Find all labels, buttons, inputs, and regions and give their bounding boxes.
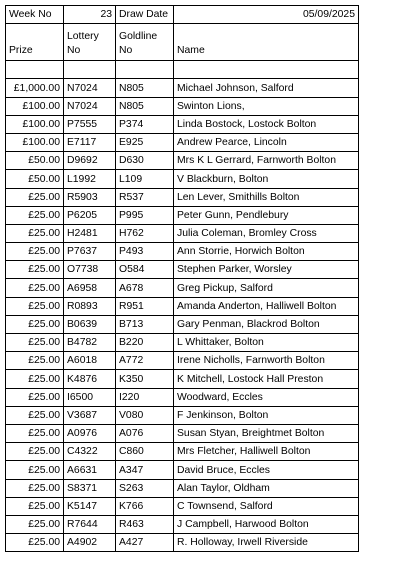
lottery-number-cell: A4902: [64, 534, 116, 552]
prize-cell: £25.00: [6, 315, 64, 333]
lottery-number-cell: O7738: [64, 261, 116, 279]
winner-name-cell: V Blackburn, Bolton: [174, 170, 359, 188]
week-value: 23: [64, 6, 116, 24]
week-label: Week No: [6, 6, 64, 24]
prize-cell: £25.00: [6, 206, 64, 224]
table-row: [6, 115, 359, 133]
lottery-number-cell: A6631: [64, 461, 116, 479]
lottery-number-cell: A6958: [64, 279, 116, 297]
header-row-columns: [6, 24, 359, 61]
winner-name-cell: Alan Taylor, Oldham: [174, 479, 359, 497]
prize-cell: £100.00: [6, 97, 64, 115]
winner-name-cell: Michael Johnson, Salford: [174, 79, 359, 97]
table-row: [6, 352, 359, 370]
goldline-number-cell: C860: [116, 443, 174, 461]
goldline-number-cell: B220: [116, 334, 174, 352]
table-row: [6, 443, 359, 461]
prize-cell: £25.00: [6, 443, 64, 461]
prize-cell: £25.00: [6, 497, 64, 515]
winner-name-cell: Mrs K L Gerrard, Farnworth Bolton: [174, 152, 359, 170]
winner-name-cell: Gary Penman, Blackrod Bolton: [174, 315, 359, 333]
winner-name-cell: Len Lever, Smithills Bolton: [174, 188, 359, 206]
lottery-number-cell: K4876: [64, 370, 116, 388]
prize-cell: £25.00: [6, 388, 64, 406]
lottery-number-cell: S8371: [64, 479, 116, 497]
goldline-number-cell: P374: [116, 115, 174, 133]
winner-name-cell: Amanda Anderton, Halliwell Bolton: [174, 297, 359, 315]
table-row: [6, 188, 359, 206]
lottery-number-cell: V3687: [64, 406, 116, 424]
winner-name-cell: Peter Gunn, Pendlebury: [174, 206, 359, 224]
table-row: [6, 261, 359, 279]
goldline-number-cell: L109: [116, 170, 174, 188]
winner-name-cell: Mrs Fletcher, Halliwell Bolton: [174, 443, 359, 461]
prize-cell: £25.00: [6, 461, 64, 479]
goldline-number-cell: E925: [116, 133, 174, 151]
prize-cell: £25.00: [6, 224, 64, 242]
lottery-number-cell: N7024: [64, 79, 116, 97]
table-row: [6, 243, 359, 261]
prize-cell: £25.00: [6, 424, 64, 442]
lottery-number-cell: B0639: [64, 315, 116, 333]
goldline-number-cell: A772: [116, 352, 174, 370]
goldline-number-cell: O584: [116, 261, 174, 279]
winner-name-cell: Linda Bostock, Lostock Bolton: [174, 115, 359, 133]
table-row: [6, 497, 359, 515]
column-header-name: Name: [174, 24, 359, 61]
prize-cell: £25.00: [6, 261, 64, 279]
prize-cell: £25.00: [6, 188, 64, 206]
goldline-number-cell: P493: [116, 243, 174, 261]
prize-cell: £100.00: [6, 115, 64, 133]
winner-name-cell: Andrew Pearce, Lincoln: [174, 133, 359, 151]
prize-cell: £50.00: [6, 170, 64, 188]
prize-cell: £25.00: [6, 297, 64, 315]
table-row: [6, 79, 359, 97]
winner-name-cell: Greg Pickup, Salford: [174, 279, 359, 297]
lottery-number-cell: H2481: [64, 224, 116, 242]
lottery-number-cell: C4322: [64, 443, 116, 461]
prize-cell: £25.00: [6, 279, 64, 297]
goldline-number-cell: S263: [116, 479, 174, 497]
lottery-number-cell: I6500: [64, 388, 116, 406]
goldline-number-cell: H762: [116, 224, 174, 242]
table-row: [6, 461, 359, 479]
table-row: [6, 315, 359, 333]
lottery-number-cell: P6205: [64, 206, 116, 224]
goldline-number-cell: I220: [116, 388, 174, 406]
table-row: [6, 479, 359, 497]
draw-date-value: 05/09/2025: [174, 6, 359, 24]
lottery-number-cell: N7024: [64, 97, 116, 115]
goldline-number-cell: D630: [116, 152, 174, 170]
lottery-number-cell: A6018: [64, 352, 116, 370]
table-row: [6, 152, 359, 170]
blank-row: [6, 61, 359, 79]
goldline-number-cell: R951: [116, 297, 174, 315]
goldline-number-cell: K350: [116, 370, 174, 388]
table-row: [6, 334, 359, 352]
prize-cell: £25.00: [6, 406, 64, 424]
goldline-number-cell: P995: [116, 206, 174, 224]
table-row: [6, 515, 359, 533]
column-header-lottery: Lottery No: [64, 24, 116, 61]
goldline-number-cell: R537: [116, 188, 174, 206]
header-row-week: [6, 6, 359, 24]
table-row: [6, 370, 359, 388]
winner-name-cell: Ann Storrie, Horwich Bolton: [174, 243, 359, 261]
goldline-number-cell: B713: [116, 315, 174, 333]
table-row: [6, 170, 359, 188]
winner-name-cell: David Bruce, Eccles: [174, 461, 359, 479]
column-header-prize: Prize: [6, 24, 64, 61]
lottery-number-cell: P7637: [64, 243, 116, 261]
goldline-number-cell: A347: [116, 461, 174, 479]
prize-cell: £100.00: [6, 133, 64, 151]
table-row: [6, 297, 359, 315]
lottery-number-cell: L1992: [64, 170, 116, 188]
prize-cell: £25.00: [6, 352, 64, 370]
prize-cell: £25.00: [6, 370, 64, 388]
table-row: [6, 133, 359, 151]
lottery-number-cell: R5903: [64, 188, 116, 206]
table-row: [6, 424, 359, 442]
lottery-number-cell: D9692: [64, 152, 116, 170]
winner-name-cell: Woodward, Eccles: [174, 388, 359, 406]
table-row: [6, 206, 359, 224]
lottery-number-cell: E7117: [64, 133, 116, 151]
goldline-number-cell: A076: [116, 424, 174, 442]
winner-name-cell: L Whittaker, Bolton: [174, 334, 359, 352]
lottery-number-cell: K5147: [64, 497, 116, 515]
lottery-number-cell: R7644: [64, 515, 116, 533]
lottery-number-cell: B4782: [64, 334, 116, 352]
prize-cell: £1,000.00: [6, 79, 64, 97]
winner-name-cell: R. Holloway, Irwell Riverside: [174, 534, 359, 552]
winner-name-cell: Susan Styan, Breightmet Bolton: [174, 424, 359, 442]
winner-name-cell: J Campbell, Harwood Bolton: [174, 515, 359, 533]
goldline-number-cell: N805: [116, 97, 174, 115]
winner-name-cell: Swinton Lions,: [174, 97, 359, 115]
goldline-number-cell: A427: [116, 534, 174, 552]
winner-name-cell: Stephen Parker, Worsley: [174, 261, 359, 279]
table-row: [6, 279, 359, 297]
prize-cell: £50.00: [6, 152, 64, 170]
prize-cell: £25.00: [6, 515, 64, 533]
winner-name-cell: F Jenkinson, Bolton: [174, 406, 359, 424]
prize-cell: £25.00: [6, 534, 64, 552]
lottery-number-cell: A0976: [64, 424, 116, 442]
results-table: [5, 5, 359, 552]
winner-name-cell: Julia Coleman, Bromley Cross: [174, 224, 359, 242]
goldline-number-cell: A678: [116, 279, 174, 297]
table-row: [6, 406, 359, 424]
column-header-goldline: Goldline No: [116, 24, 174, 61]
table-row: [6, 388, 359, 406]
winner-name-cell: Irene Nicholls, Farnworth Bolton: [174, 352, 359, 370]
goldline-number-cell: K766: [116, 497, 174, 515]
winner-name-cell: C Townsend, Salford: [174, 497, 359, 515]
table-row: [6, 224, 359, 242]
prize-cell: £25.00: [6, 479, 64, 497]
prize-cell: £25.00: [6, 334, 64, 352]
goldline-number-cell: V080: [116, 406, 174, 424]
lottery-number-cell: P7555: [64, 115, 116, 133]
lottery-number-cell: R0893: [64, 297, 116, 315]
prize-cell: £25.00: [6, 243, 64, 261]
goldline-number-cell: N805: [116, 79, 174, 97]
draw-date-label: Draw Date: [116, 6, 174, 24]
table-row: [6, 97, 359, 115]
winner-name-cell: K Mitchell, Lostock Hall Preston: [174, 370, 359, 388]
table-row: [6, 534, 359, 552]
goldline-number-cell: R463: [116, 515, 174, 533]
